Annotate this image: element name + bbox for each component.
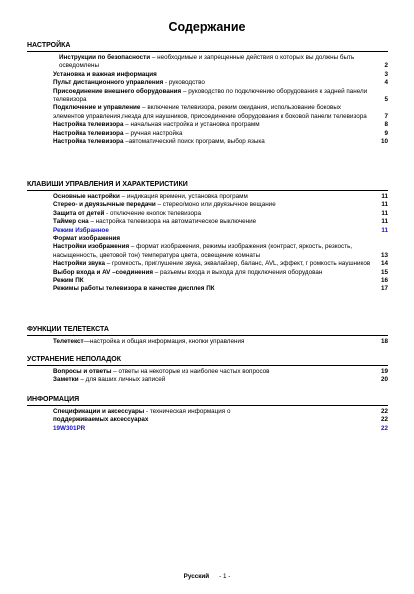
toc-entry[interactable]: Формат изображения <box>53 235 121 243</box>
toc-entry[interactable]: Стерео- и двуязычные передачи – стерео/моно или двуязычное вещание 11 <box>53 201 388 209</box>
toc-entry[interactable]: Настройки звука – громкость, приглушение звука, эквалайзер, баланс, AVL, эффект, г ромкость наушников 14 <box>53 260 388 268</box>
toc-entry[interactable]: Защита от детей - отключение кнопок телевизора 11 <box>53 209 388 217</box>
toc-section-information <box>27 395 388 433</box>
toc-entry[interactable]: Подключение и управление – включение телевизора, режим ожидания, использование боковых элементов управления,гнезда для наушников, присоединение оборудования к боковой панели телевизора 7 <box>53 104 388 120</box>
footer-page-number: - 1 - <box>219 573 231 580</box>
toc-entry[interactable]: Спецификации и аксессуары - техническая информация о 22 <box>53 408 388 415</box>
toc-entry[interactable]: Настройка телевизора – начальная настройка и установка программ 8 <box>53 121 388 129</box>
section-heading: КЛАВИШИ УПРАВЛЕНИЯ И ХАРАКТЕРИСТИКИ <box>27 180 388 191</box>
toc-entry[interactable]: Заметки – для ваших личных записей 20 <box>53 376 388 384</box>
toc-entry[interactable]: Таймер сна – настройка телевизора на автоматическое выключение 11 <box>53 218 388 226</box>
toc-entry[interactable]: поддерживаемых аксессуарах 22 <box>53 416 388 424</box>
page-title: Содержание <box>168 20 246 34</box>
section-heading: УСТРАНЕНИЕ НЕПОЛАДОК <box>27 355 388 366</box>
toc-entry[interactable]: Установка и важная информация 3 <box>53 70 388 78</box>
toc-entry[interactable]: Выбор входа и AV –соединения – разъемы входа и выхода для подключения оборудован 15 <box>53 268 388 276</box>
toc-entry-model-link[interactable]: 19W301PR 22 <box>53 424 388 432</box>
toc-entry[interactable]: Настройка телевизора – ручная настройка 9 <box>53 129 388 137</box>
section-heading: ФУНКЦИИ ТЕЛЕТЕКСТА <box>27 325 388 336</box>
toc-entry[interactable]: Вопросы и ответы – ответы на некоторые из наиболее частых вопросов 19 <box>53 368 388 375</box>
toc-section-controls <box>27 180 388 294</box>
toc-entry[interactable]: Настройки изображения – формат изображения, режимы изображения (контраст, яркость, резкость, насыщенность, цветовой тон) температура цвета, освещение комнаты 13 <box>53 243 388 259</box>
toc-entry[interactable]: Настройка телевизора –автоматический поиск программ, выбор языка 10 <box>53 138 388 146</box>
toc-section-setup <box>27 41 388 146</box>
toc-entry[interactable]: Инструкции по безопасности – необходимые и запрещенные действия о которых вы должны быть осведомлены 2 <box>59 54 388 70</box>
toc-section-teletext <box>27 325 388 346</box>
footer-language: Русский <box>183 573 210 580</box>
toc-entry[interactable]: Режимы работы телевизора в качестве дисплея ПК 17 <box>53 285 388 293</box>
toc-entry[interactable]: Телетекст—настройка и общая информация, кнопки управления 18 <box>53 338 388 345</box>
toc-entry[interactable]: Режим ПК 16 <box>53 277 388 285</box>
toc-entry[interactable]: Основные настройки – индикация времени, установка программ 11 <box>53 193 388 200</box>
toc-entry[interactable]: Присоединение внешнего оборудования – руководство по подключению оборудования к задней панели телевизора 5 <box>53 87 388 104</box>
toc-entry[interactable]: Пульт дистанционного управления - руководство 4 <box>53 79 388 87</box>
page-footer <box>0 573 414 580</box>
section-heading: НАСТРОЙКА <box>27 41 388 52</box>
toc-entry-favorites-link[interactable]: Режим Избранное 11 <box>53 226 388 234</box>
toc-section-troubleshooting <box>27 355 388 385</box>
section-heading: ИНФОРМАЦИЯ <box>27 395 388 406</box>
